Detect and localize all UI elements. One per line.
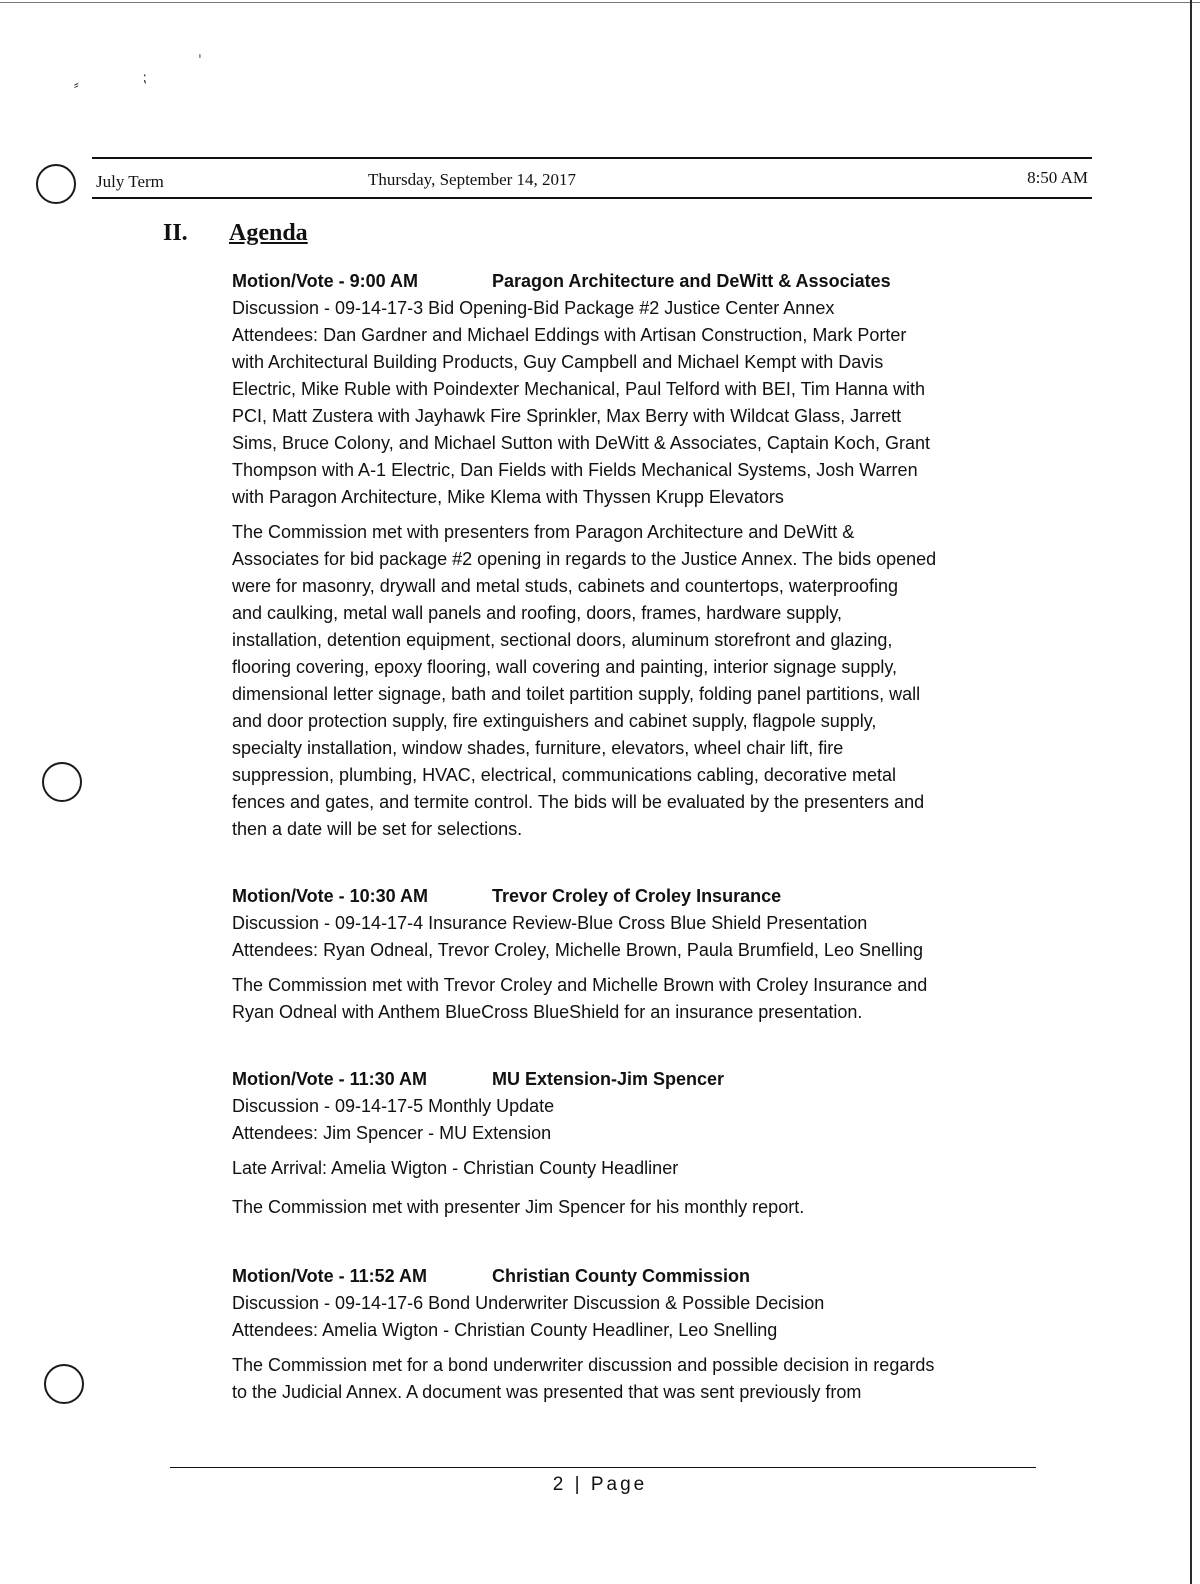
summary-line: and caulking, metal wall panels and roofing, doors, frames, hardware supply, bbox=[232, 603, 842, 623]
section-title: Agenda bbox=[229, 220, 308, 246]
attendees-line: Attendees: Amelia Wigton - Christian County Headliner, Leo Snelling bbox=[232, 1320, 778, 1340]
motion-line bbox=[232, 268, 1032, 295]
motion-line bbox=[232, 1263, 1032, 1290]
agenda-item bbox=[232, 1263, 1032, 1406]
attendees-line: Attendees: Ryan Odneal, Trevor Croley, Michelle Brown, Paula Brumfield, Leo Snelling bbox=[232, 940, 924, 960]
agenda-item bbox=[232, 883, 1032, 1026]
presenter: Paragon Architecture and DeWitt & Associates bbox=[492, 271, 891, 291]
motion-time: Motion/Vote - 9:00 AM bbox=[232, 271, 418, 291]
binder-hole-bottom bbox=[44, 1364, 84, 1404]
section-number: II. bbox=[163, 220, 188, 246]
presenter: Trevor Croley of Croley Insurance bbox=[492, 886, 782, 906]
footer-rule bbox=[170, 1467, 1036, 1468]
summary-line: The Commission met with presenter Jim Spencer for his monthly report. bbox=[232, 1197, 805, 1217]
motion-time: Motion/Vote - 11:52 AM bbox=[232, 1266, 428, 1286]
summary-paragraph bbox=[232, 1352, 1032, 1406]
summary-line: specialty installation, window shades, furniture, elevators, wheel chair lift, fire bbox=[232, 738, 844, 758]
summary-line: suppression, plumbing, HVAC, electrical, communications cabling, decorative metal bbox=[232, 765, 896, 785]
late-arrival-line: Late Arrival: Amelia Wigton - Christian County Headliner bbox=[232, 1158, 679, 1178]
summary-line: to the Judicial Annex. A document was presented that was sent previously from bbox=[232, 1382, 862, 1402]
summary-line: Associates for bid package #2 opening in regards to the Justice Annex. The bids opened bbox=[232, 549, 937, 569]
scan-speck: ⸗ bbox=[74, 77, 79, 93]
summary-line: The Commission met with presenters from Paragon Architecture and DeWitt & bbox=[232, 522, 855, 542]
discussion-line: Discussion - 09-14-17-5 Monthly Update bbox=[232, 1096, 555, 1116]
attendees-line: Thompson with A-1 Electric, Dan Fields with Fields Mechanical Systems, Josh Warren bbox=[232, 460, 918, 480]
summary-paragraph bbox=[232, 972, 1032, 1026]
agenda-item bbox=[232, 268, 1032, 843]
summary-line: The Commission met with Trevor Croley and Michelle Brown with Croley Insurance and bbox=[232, 975, 928, 995]
meeting-date: Thursday, September 14, 2017 bbox=[367, 170, 577, 189]
summary-line: Ryan Odneal with Anthem BlueCross BlueShield for an insurance presentation. bbox=[232, 1002, 863, 1022]
motion-time: Motion/Vote - 11:30 AM bbox=[232, 1069, 428, 1089]
discussion-line: Discussion - 09-14-17-4 Insurance Review-Blue Cross Blue Shield Presentation bbox=[232, 913, 868, 933]
presenter: Christian County Commission bbox=[492, 1266, 751, 1286]
summary-line: The Commission met for a bond underwriter discussion and possible decision in regards bbox=[232, 1355, 935, 1375]
summary-line: then a date will be set for selections. bbox=[232, 819, 523, 839]
motion-line bbox=[232, 1066, 1032, 1093]
meeting-time: 8:50 AM bbox=[1027, 168, 1088, 187]
scan-right-edge bbox=[1190, 0, 1192, 1584]
binder-hole-top bbox=[36, 164, 76, 204]
discussion-line: Discussion - 09-14-17-6 Bond Underwriter Discussion & Possible Decision bbox=[232, 1293, 825, 1313]
attendees-line: with Paragon Architecture, Mike Klema with Thyssen Krupp Elevators bbox=[232, 487, 784, 507]
presenter: MU Extension-Jim Spencer bbox=[492, 1069, 725, 1089]
header-top-rule bbox=[92, 157, 1092, 159]
attendees-line: Sims, Bruce Colony, and Michael Sutton with DeWitt & Associates, Captain Koch, Grant bbox=[232, 433, 930, 453]
summary-line: were for masonry, drywall and metal studs, cabinets and countertops, waterproofing bbox=[232, 576, 898, 596]
attendees-line: Electric, Mike Ruble with Poindexter Mechanical, Paul Telford with BEI, Tim Hanna with bbox=[232, 379, 925, 399]
summary-paragraph bbox=[232, 1194, 1032, 1221]
scan-speck: ˌ bbox=[198, 44, 202, 60]
header-bottom-rule bbox=[92, 197, 1092, 199]
discussion-line: Discussion - 09-14-17-3 Bid Opening-Bid Package #2 Justice Center Annex bbox=[232, 298, 835, 318]
page-number: 2 | Page bbox=[552, 1474, 648, 1495]
summary-line: fences and gates, and termite control. The bids will be evaluated by the presenters and bbox=[232, 792, 925, 812]
scan-speck: ⁏ bbox=[142, 70, 147, 86]
motion-time: Motion/Vote - 10:30 AM bbox=[232, 886, 429, 906]
summary-line: installation, detention equipment, sectional doors, aluminum storefront and glazing, bbox=[232, 630, 893, 650]
attendees-line: Attendees: Dan Gardner and Michael Eddings with Artisan Construction, Mark Porter bbox=[232, 325, 907, 345]
scan-top-edge bbox=[0, 2, 1200, 3]
summary-paragraph bbox=[232, 519, 1032, 843]
agenda-item bbox=[232, 1066, 1032, 1221]
attendees-line: with Architectural Building Products, Guy Campbell and Michael Kempt with Davis bbox=[232, 352, 884, 372]
binder-hole-middle bbox=[42, 762, 82, 802]
agenda-content bbox=[232, 268, 1032, 1406]
page-header bbox=[92, 170, 1092, 194]
motion-line bbox=[232, 883, 1032, 910]
summary-line: dimensional letter signage, bath and toilet partition supply, folding panel partitions, wall bbox=[232, 684, 921, 704]
term-label: July Term bbox=[96, 172, 164, 191]
attendees-line: PCI, Matt Zustera with Jayhawk Fire Sprinkler, Max Berry with Wildcat Glass, Jarrett bbox=[232, 406, 902, 426]
attendees-line: Attendees: Jim Spencer - MU Extension bbox=[232, 1123, 552, 1143]
summary-line: flooring covering, epoxy flooring, wall covering and painting, interior signage supply, bbox=[232, 657, 898, 677]
summary-line: and door protection supply, fire extinguishers and cabinet supply, flagpole supply, bbox=[232, 711, 877, 731]
